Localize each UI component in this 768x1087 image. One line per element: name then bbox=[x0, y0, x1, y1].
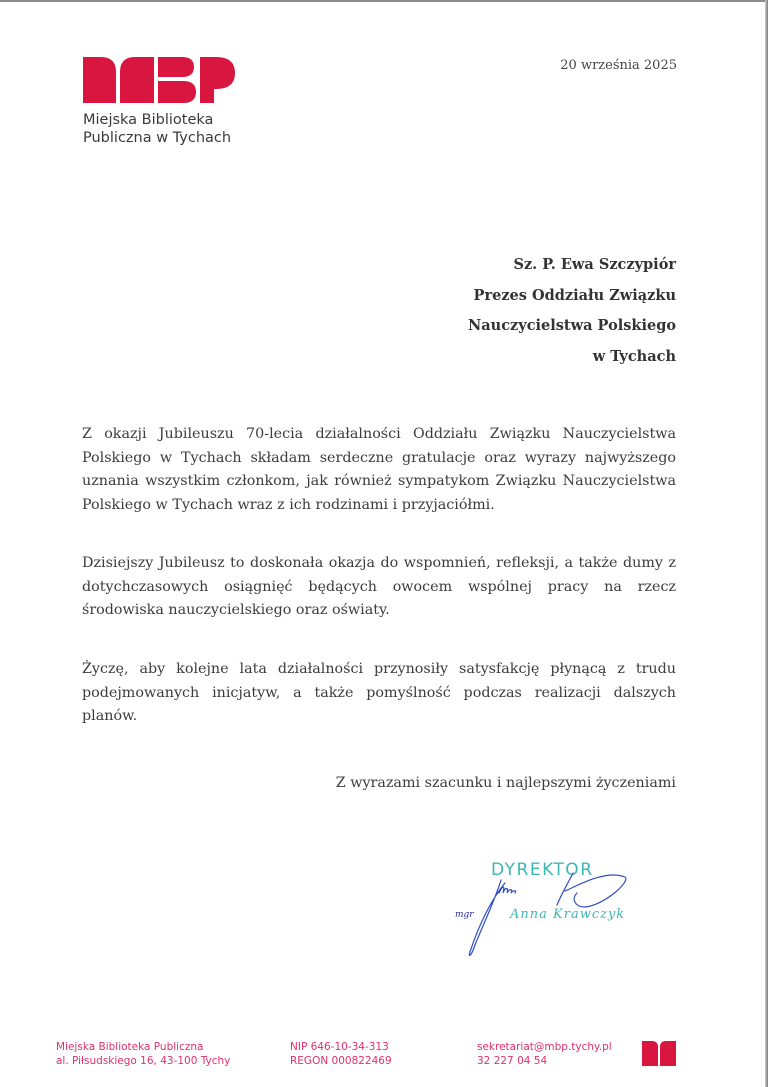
letter-date: 20 września 2025 bbox=[560, 58, 677, 73]
footer-regon: REGON 000822469 bbox=[290, 1055, 392, 1067]
body-paragraph: Życzę, aby kolejne lata działalności przynosiły satysfakcję płynącą z trudu podejmowanych inicjatyw, a także pomyślność podczas realizacji dalszych planów. bbox=[82, 661, 676, 724]
handwritten-signature-icon bbox=[455, 855, 655, 965]
footer-nip: NIP 646-10-34-313 bbox=[290, 1041, 389, 1053]
footer-address-line1: Miejska Biblioteka Publiczna bbox=[56, 1041, 204, 1053]
recipient-line: Prezes Oddziału Związku bbox=[473, 286, 676, 304]
footer-address-line2: al. Piłsudskiego 16, 43-100 Tychy bbox=[56, 1055, 231, 1067]
scan-edge-top bbox=[0, 0, 768, 2]
footer-registration bbox=[290, 1040, 392, 1068]
recipient-line: Nauczycielstwa Polskiego bbox=[468, 317, 676, 334]
recipient-line: w Tychach bbox=[592, 347, 676, 365]
footer-email[interactable]: sekretariat@mbp.tychy.pl bbox=[477, 1041, 612, 1053]
footer-phone: 32 227 04 54 bbox=[477, 1055, 548, 1067]
org-name bbox=[83, 111, 231, 147]
closing-salutation: Z wyrazami szacunku i najlepszymi życzeniami bbox=[335, 775, 676, 791]
body-paragraph: Z okazji Jubileuszu 70-lecia działalności Oddziału Związku Nauczycielstwa Polskiego w Tychach składam serdeczne gratulacje oraz wyrazy najwyższego uznania wszystkim członkom, jak również sympatykom Związku Nauczycielstwa Polskiego w Tychach wraz z ich rodzinami i przyjaciółmi. bbox=[82, 426, 676, 513]
stamp-prefix: mgr bbox=[455, 910, 474, 920]
stamp-name: Anna Krawczyk bbox=[510, 907, 626, 922]
book-logo-icon bbox=[642, 1039, 676, 1066]
mbp-logo-icon bbox=[83, 57, 235, 103]
org-name-line1: Miejska Biblioteka bbox=[83, 112, 214, 128]
org-name-line2: Publiczna w Tychach bbox=[83, 130, 232, 146]
recipient-block bbox=[468, 250, 676, 372]
footer-contact bbox=[477, 1040, 612, 1068]
signature-stamp bbox=[455, 855, 655, 965]
body-paragraph: Dzisiejszy Jubileusz to doskonała okazja do wspomnień, refleksji, a także dumy z dotychczasowych osiągnięć będących owocem wspólnej pracy na rzecz środowiska nauczycielskiego oraz oświaty. bbox=[82, 555, 676, 618]
stamp-title: DYREKTOR bbox=[491, 860, 594, 880]
footer-address bbox=[56, 1040, 230, 1068]
recipient-line: Sz. P. Ewa Szczypiór bbox=[513, 256, 676, 273]
